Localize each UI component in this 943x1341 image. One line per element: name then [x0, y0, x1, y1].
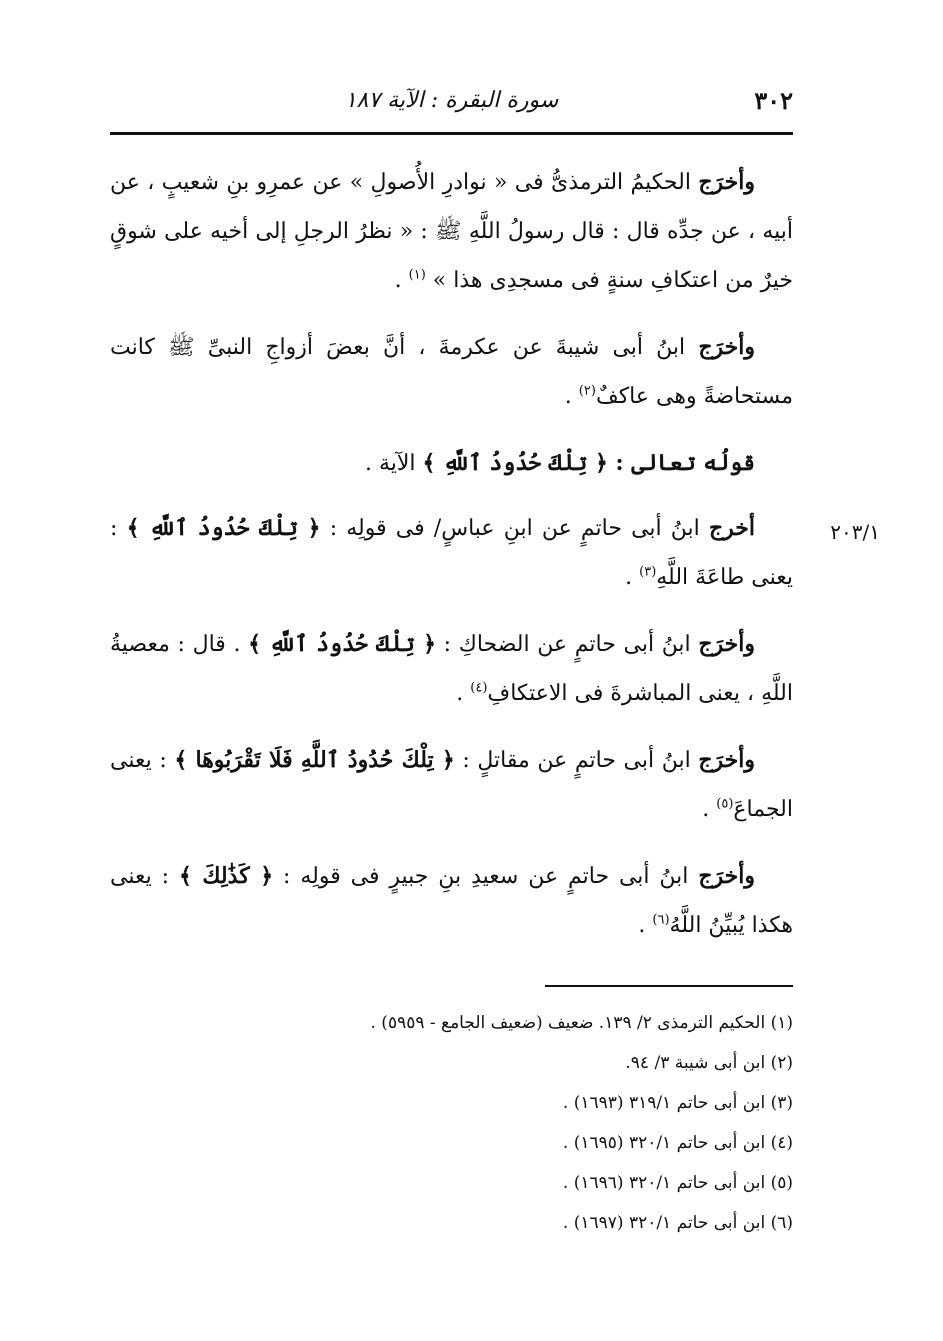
paragraph-text: : يعنى هكذا يُبيِّنُ اللَّهُ	[110, 864, 793, 938]
heading-label: قولُه تعالى :	[607, 450, 755, 476]
paragraph-text: ابنُ أبى حاتمٍ عن الضحاكِ :	[436, 632, 699, 657]
paragraph-text: ابنُ أبى حاتمٍ عن مقاتلٍ :	[454, 748, 699, 773]
paragraph-lead: أخرج	[708, 515, 756, 541]
paragraph-text: ابنُ أبى حاتمٍ عن ابنِ عباسٍ/ فى قولِه :	[320, 516, 709, 541]
footnote-marker: (١)	[408, 267, 426, 283]
paragraph-end: .	[564, 384, 579, 409]
footnotes	[300, 1003, 793, 1243]
quran-verse: ﴿ كَذَٰلِكَ ﴾	[178, 863, 274, 889]
paragraph-end: .	[638, 913, 653, 938]
footnote-marker: (٣)	[639, 564, 657, 580]
paragraph	[110, 620, 793, 718]
paragraph-text: . قال : معصيةُ اللَّهِ ، يعنى المباشرةَ فى الاعتكافِ	[110, 632, 793, 706]
footnote-rule	[545, 985, 793, 987]
footnote: (٤) ابن أبى حاتم ٣٢٠/١ (١٦٩٥) .	[562, 1133, 793, 1153]
main-text	[110, 158, 793, 968]
paragraph-text: : يعنى الجماعَ	[110, 748, 793, 822]
footnote: (٥) ابن أبى حاتم ٣٢٠/١ (١٦٩٦) .	[562, 1173, 793, 1193]
footnote: (٢) ابن أبى شيبة ٣/ ٩٤.	[625, 1053, 793, 1073]
margin-volume-reference: ٢٠٣/١	[830, 520, 880, 544]
footnote-marker: (٢)	[578, 383, 596, 399]
paragraph-lead: وأخرَج	[698, 334, 755, 360]
paragraph-lead: وأخرَج	[698, 863, 755, 889]
paragraph-lead: وأخرَج	[698, 631, 755, 657]
header-rule	[110, 132, 793, 135]
paragraph-text: الحكيمُ الترمذىُّ فى « نوادرِ الأُصولِ » عن عمرِو بنِ شعيبٍ ، عن أبيه ، عن جدِّه قال : قال رسولُ اللَّهِ ﷺ : « نظرُ الرجلِ إلى أخيه على شوقٍ خيرٌ من اعتكافِ سنةٍ فى مسجدِى هذا »	[110, 170, 793, 293]
running-title: سورة البقرة : الآية ١٨٧	[344, 88, 559, 113]
paragraph	[110, 504, 793, 602]
page-header	[110, 86, 793, 126]
paragraph	[110, 736, 793, 834]
footnote: (٦) ابن أبى حاتم ٣٢٠/١ (١٦٩٧) .	[562, 1213, 793, 1233]
page-number: ٣٠٢	[754, 86, 793, 115]
quran-verse: ﴿ تِلْكَ حُدُودُ ٱللَّهِ ﴾	[422, 450, 608, 476]
paragraph-end: .	[702, 797, 717, 822]
paragraph-lead: وأخرَج	[698, 169, 755, 195]
footnote: (٣) ابن أبى حاتم ٣١٩/١ (١٦٩٣) .	[562, 1093, 793, 1113]
quran-verse: ﴿ تِلْكَ حُدُودُ ٱللَّهِ ﴾	[126, 515, 321, 541]
paragraph-end: .	[456, 681, 471, 706]
heading-end: الآية .	[364, 451, 423, 476]
quran-verse: ﴿ تِلْكَ حُدُودُ ٱللَّهِ فَلَا تَقْرَبُوهَا ﴾	[174, 747, 455, 773]
quran-verse: ﴿ تِلْكَ حُدُودُ ٱللَّهِ ﴾	[248, 631, 436, 657]
paragraph	[110, 323, 793, 421]
paragraph-end: .	[394, 268, 409, 293]
paragraph-lead: وأخرَج	[698, 747, 755, 773]
paragraph-text: ابنُ أبى حاتمٍ عن سعيدِ بنِ جبيرٍ فى قولِه :	[273, 864, 699, 889]
footnote: (١) الحكيم الترمذى ٢/ ١٣٩. ضعيف (ضعيف الجامع - ٥٩٥٩) .	[370, 1013, 793, 1033]
paragraph-text: : يعنى طاعَةَ اللَّهِ	[110, 516, 793, 590]
verse-heading	[110, 439, 793, 488]
footnote-marker: (٤)	[470, 680, 488, 696]
paragraph-text: ابنُ أبى شيبةَ عن عكرمةَ ، أنَّ بعضَ أزواجِ النبىِّ ﷺ كانت مستحاضةً وهى عاكفٌ	[110, 335, 793, 409]
paragraph	[110, 852, 793, 950]
paragraph-end: .	[625, 565, 640, 590]
footnote-marker: (٥)	[716, 796, 734, 812]
paragraph	[110, 158, 793, 305]
footnote-marker: (٦)	[652, 912, 670, 928]
